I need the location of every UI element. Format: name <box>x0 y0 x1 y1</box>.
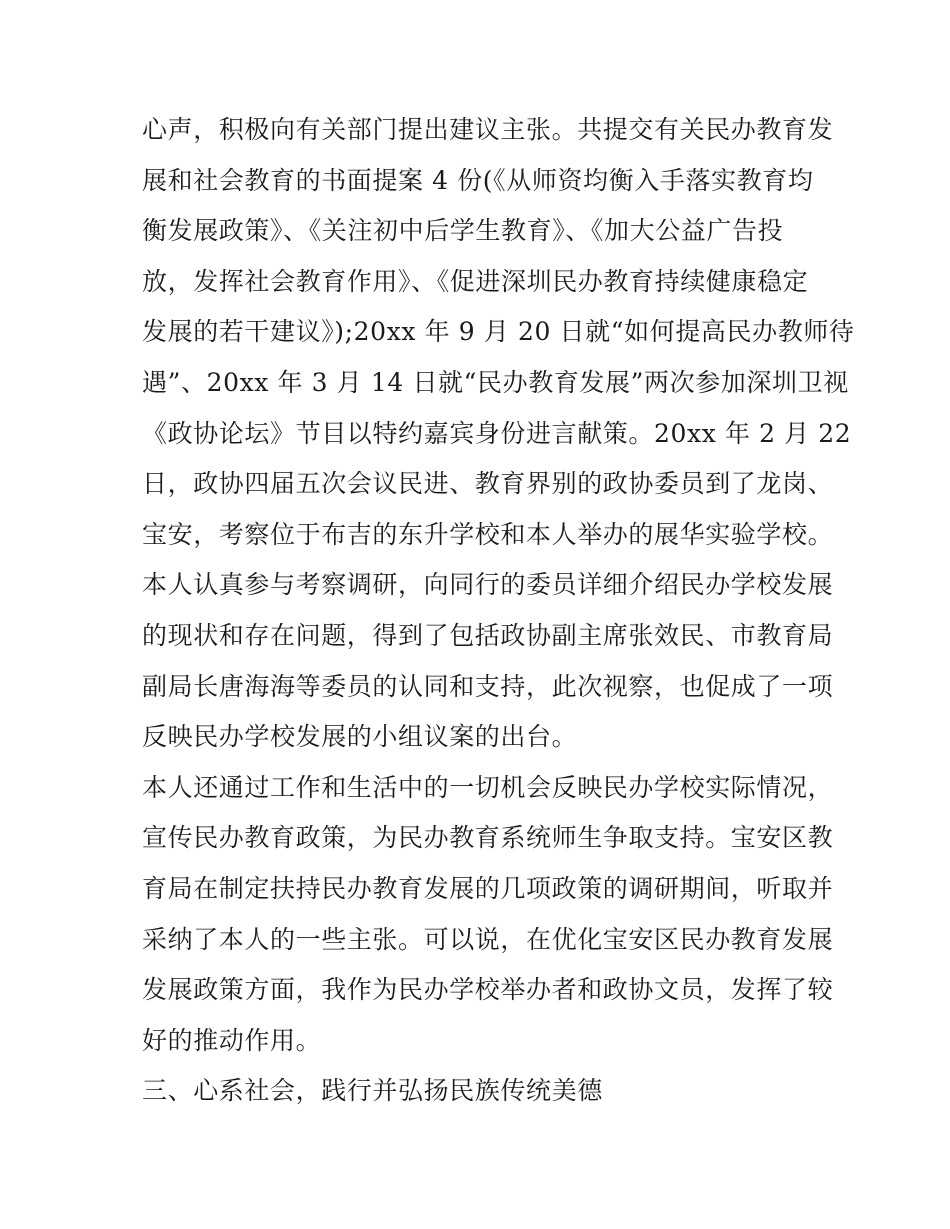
text-line: 育局在制定扶持民办教育发展的几项政策的调研期间，听取并 <box>142 874 834 903</box>
text-line: 《政协论坛》节目以特约嘉宾身份进言献策。20xx 年 2 月 22 <box>142 419 852 448</box>
text-line: 采纳了本人的一些主张。可以说，在优化宝安区民办教育发展 <box>142 925 834 954</box>
text-line: 本人还通过工作和生活中的一切机会反映民办学校实际情况， <box>142 773 834 802</box>
section-heading: 三、心系社会，践行并弘扬民族传统美德 <box>142 1076 603 1105</box>
text-line: 放，发挥社会教育作用》、《促进深圳民办教育持续健康稳定 <box>142 267 809 296</box>
text-line: 心声，积极向有关部门提出建议主张。共提交有关民办教育发 <box>142 115 834 144</box>
text-line: 发展政策方面，我作为民办学校举办者和政协文员，发挥了较 <box>142 975 834 1004</box>
text-line: 遇”、20xx 年 3 月 14 日就“民办教育发展”两次参加深圳卫视 <box>142 368 849 397</box>
text-line: 发展的若干建议》);20xx 年 9 月 20 日就“如何提高民办教师待 <box>142 317 855 346</box>
text-line: 宝安，考察位于布吉的东升学校和本人举办的展华实验学校。 <box>142 520 834 549</box>
text-line: 宣传民办教育政策，为民办教育系统师生争取支持。宝安区教 <box>142 823 834 852</box>
text-line: 日，政协四届五次会议民进、教育界别的政协委员到了龙岗、 <box>142 469 834 498</box>
text-line: 展和社会教育的书面提案 4 份(《从师资均衡入手落实教育均 <box>142 166 814 195</box>
text-line: 反映民办学校发展的小组议案的出台。 <box>142 722 578 751</box>
text-line: 衡发展政策》、《关注初中后学生教育》、《加大公益广告投 <box>142 216 784 245</box>
text-line: 副局长唐海海等委员的认同和支持，此次视察，也促成了一项 <box>142 672 834 701</box>
text-line: 本人认真参与考察调研，向同行的委员详细介绍民办学校发展 <box>142 570 834 599</box>
text-line: 好的推动作用。 <box>142 1026 322 1055</box>
text-line: 的现状和存在问题，得到了包括政协副主席张效民、市教育局 <box>142 621 834 650</box>
